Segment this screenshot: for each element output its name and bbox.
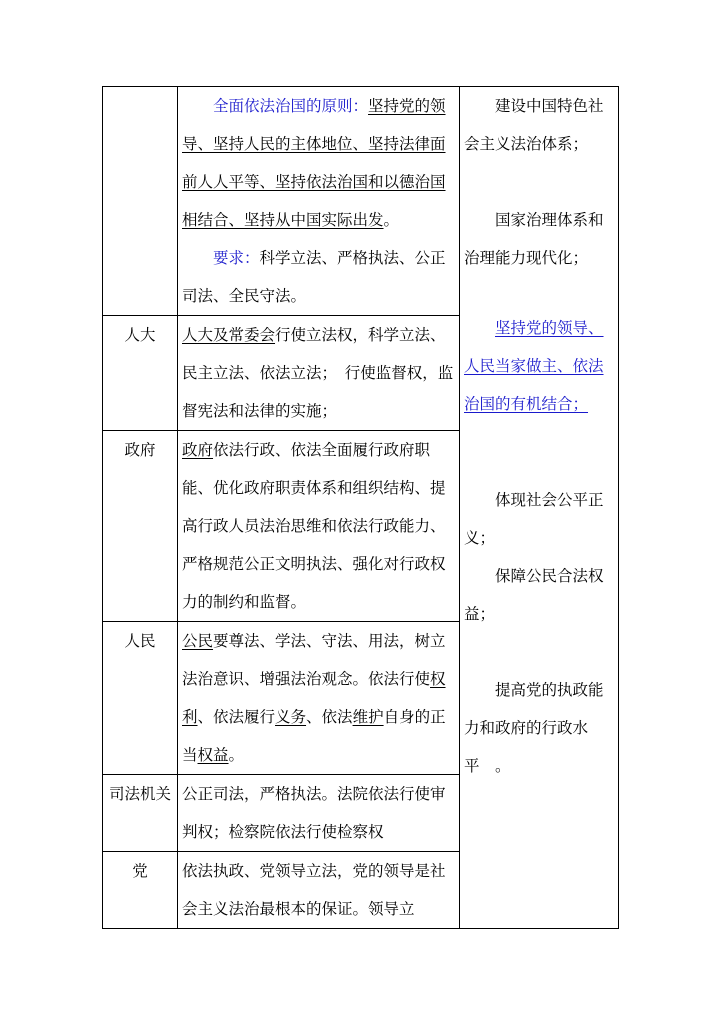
people-rights: 权利: [182, 670, 446, 726]
significance-6: 提高党的执政能力和政府的行政水平 。: [464, 681, 604, 775]
people-interests: 权益: [197, 746, 229, 764]
requirement-label: 要求：: [213, 249, 260, 267]
people-protect: 维护: [352, 708, 384, 726]
significance-1: 建设中国特色社会主义法治体系；: [464, 97, 604, 153]
people-cell: [178, 622, 460, 775]
content-table: [102, 86, 619, 929]
people-text-3: 、依法: [306, 708, 353, 726]
principle-paragraph: [182, 87, 455, 239]
people-text-2: 、依法履行: [197, 708, 276, 726]
requirement-paragraph: [182, 239, 455, 315]
npc-subject: 人大及常委会: [182, 326, 276, 344]
government-cell: [178, 431, 460, 622]
judiciary-cell: 公正司法，严格执法。法院依法行使审判权；检察院依法行使检察权: [178, 775, 460, 852]
party-cell: 依法执政、党领导立法，党的领导是社会主义法治最根本的保证。领导立: [178, 852, 460, 929]
requirement-text: 科学立法、严格执法、公正司法、全民守法。: [182, 249, 446, 305]
principle-text: 坚持党的领导、坚持人民的主体地位、坚持法律面前人人平等、坚持依法治国和以德治国相结合、坚持从中国实际出发: [182, 97, 446, 229]
significance-5: 保障公民合法权益；: [464, 567, 604, 623]
row-header-judiciary: 司法机关: [103, 775, 178, 852]
significance-2: 国家治理体系和治理能力现代化；: [464, 211, 604, 267]
npc-text: 行使立法权，科学立法、民主立法、依法立法； 行使监督权，监督宪法和法律的实施；: [182, 326, 454, 420]
row-header-people: 人民: [103, 622, 178, 775]
row-header-government: 政府: [103, 431, 178, 622]
principle-end: 。: [383, 211, 400, 229]
people-text-1: 要尊法、学法、守法、用法，树立法治意识、增强法治观念。依法行使: [182, 632, 446, 688]
row-header-blank: [103, 87, 178, 316]
people-duties: 义务: [275, 708, 307, 726]
people-text-5: 。: [228, 746, 245, 764]
government-text: 依法行政、依法全面履行政府职能、优化政府职责体系和组织结构、提高行政人员法治思维和依法行政能力、严格规范公正文明执法、强化对行政权力的制约和监督。: [182, 441, 446, 611]
people-text-4: 自身的正当: [182, 708, 446, 764]
government-subject: 政府: [182, 441, 214, 459]
significance-column: [460, 87, 619, 929]
principle-label: 全面依法治国的原则：: [213, 97, 369, 115]
row-header-npc: 人大: [103, 316, 178, 431]
significance-3: 坚持党的领导、人民当家做主、依法治国的有机结合；: [464, 319, 604, 413]
row-header-party: 党: [103, 852, 178, 929]
people-subject: 公民: [182, 632, 214, 650]
npc-cell: [178, 316, 460, 431]
significance-4: 体现社会公平正义；: [464, 491, 604, 547]
principles-cell: [178, 87, 460, 316]
